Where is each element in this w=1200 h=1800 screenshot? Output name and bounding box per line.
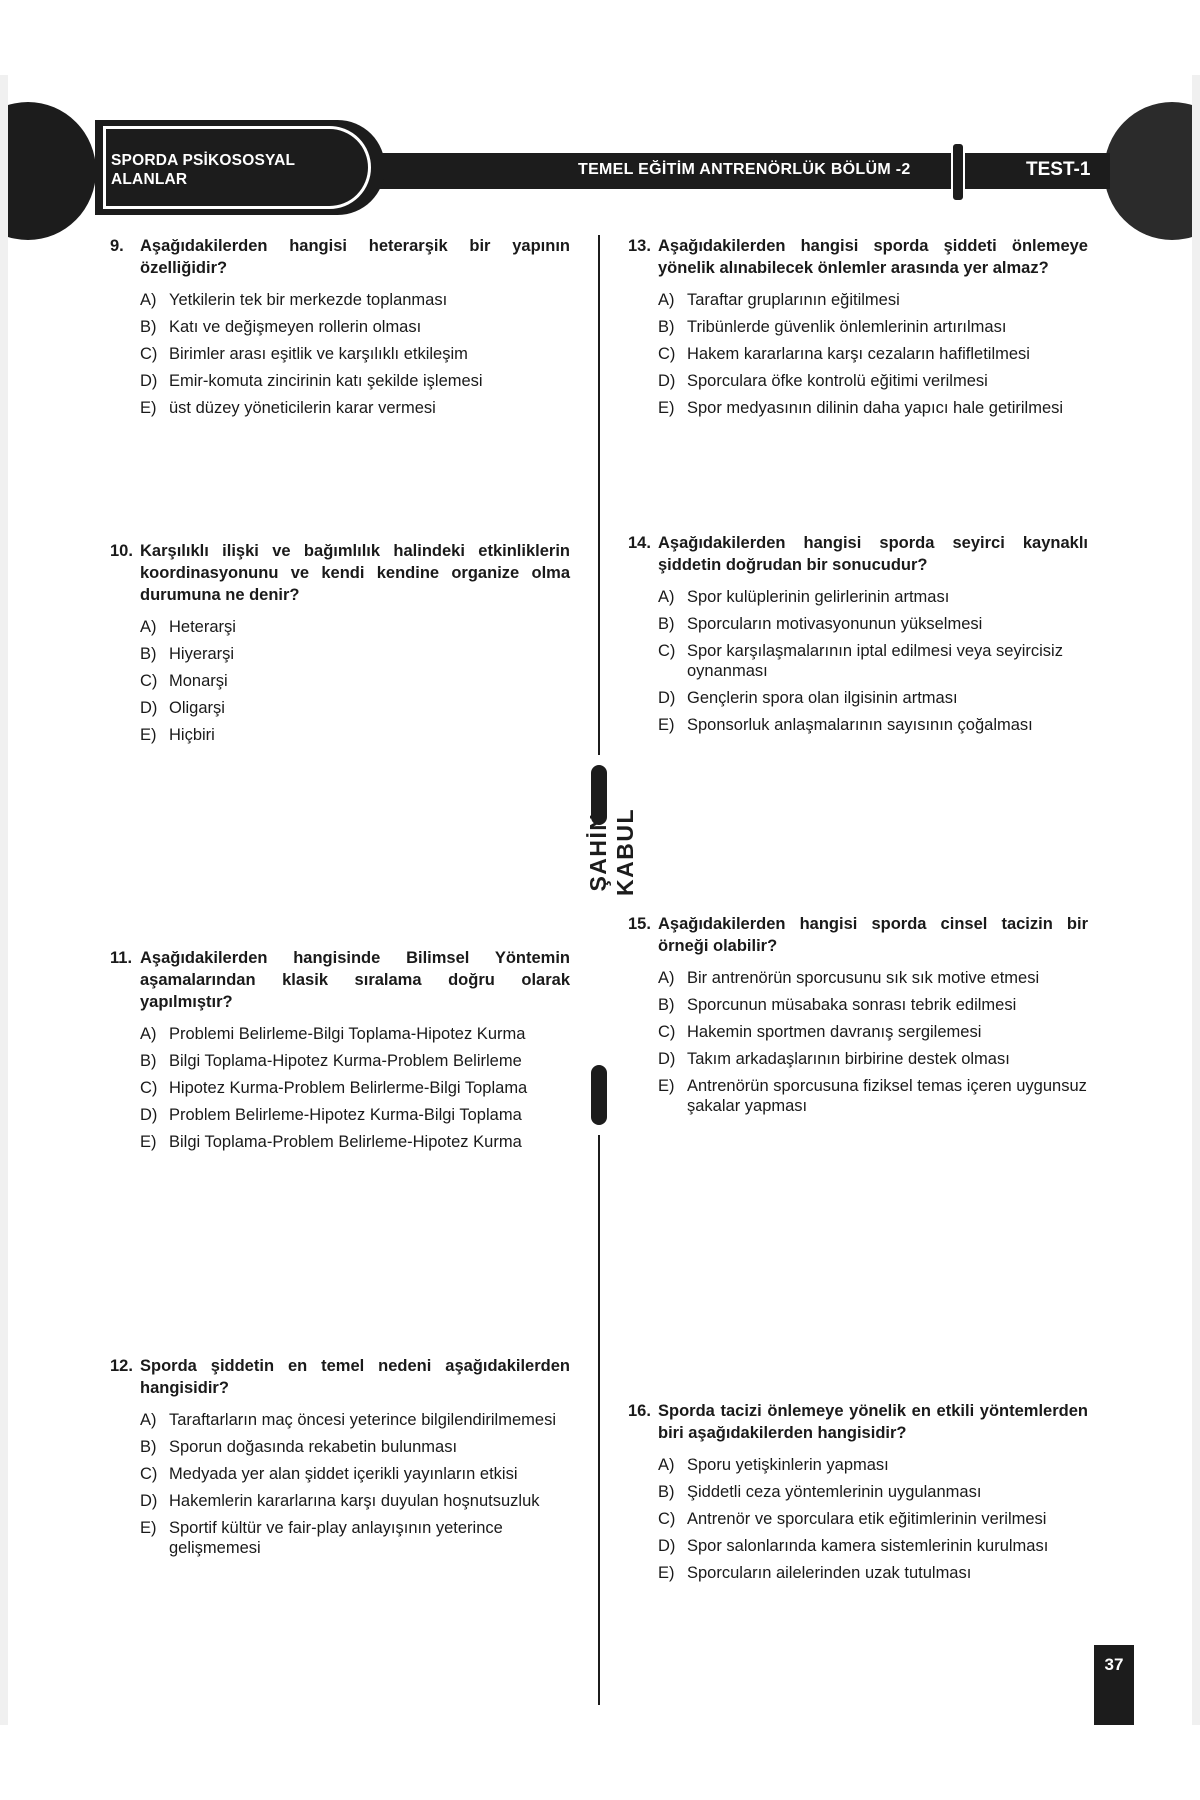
option-letter: E) <box>658 716 675 734</box>
option-d[interactable] <box>658 1049 1088 1069</box>
option-text: Hiçbiri <box>169 726 215 744</box>
question-14 <box>628 532 1088 742</box>
question-stem <box>628 532 1088 576</box>
question-11 <box>110 947 570 1159</box>
option-text: Medyada yer alan şiddet içerikli yayınların etkisi <box>169 1465 518 1483</box>
option-list <box>140 617 570 745</box>
option-text: Sporcuların ailelerinden uzak tutulması <box>687 1564 972 1582</box>
option-letter: B) <box>140 1438 157 1456</box>
question-stem <box>628 913 1088 957</box>
question-text: Aşağıdakilerden hangisi sporda şiddeti önlemeye yönelik alınabilecek önlemler arasında yer almaz? <box>658 237 1088 277</box>
option-letter: E) <box>140 726 157 744</box>
option-c[interactable] <box>140 671 570 691</box>
option-text: Problem Belirleme-Hipotez Kurma-Bilgi Toplama <box>169 1106 522 1124</box>
option-text: Hakemin sportmen davranış sergilemesi <box>687 1023 982 1041</box>
option-text: Antrenör ve sporculara etik eğitimlerinin verilmesi <box>687 1510 1047 1528</box>
option-letter: A) <box>140 1025 157 1043</box>
option-text: Sporun doğasında rekabetin bulunması <box>169 1438 458 1456</box>
option-text: Gençlerin spora olan ilgisinin artması <box>687 689 958 707</box>
option-a[interactable] <box>658 1455 1088 1475</box>
page-edge-right <box>1192 75 1200 1725</box>
option-b[interactable] <box>140 1437 570 1457</box>
option-text: Bir antrenörün sporcusunu sık sık motive etmesi <box>687 969 1040 987</box>
option-list <box>658 290 1088 418</box>
question-text: Aşağıdakilerden hangisi sporda cinsel tacizin bir örneği olabilir? <box>658 915 1088 955</box>
option-letter: D) <box>658 1537 676 1555</box>
option-text: Tribünlerde güvenlik önlemlerinin artırılması <box>687 318 1007 336</box>
question-stem <box>628 235 1088 279</box>
option-letter: D) <box>140 699 158 717</box>
option-letter: B) <box>658 1483 675 1501</box>
option-letter: C) <box>140 345 158 363</box>
column-divider-top <box>598 235 600 755</box>
question-number: 11. <box>110 949 133 967</box>
page-edge-left <box>0 75 8 1725</box>
option-letter: A) <box>140 291 157 309</box>
option-letter: A) <box>658 1456 675 1474</box>
question-number: 12. <box>110 1357 133 1375</box>
option-letter: B) <box>658 615 675 633</box>
option-d[interactable] <box>140 1105 570 1125</box>
option-c[interactable] <box>140 1464 570 1484</box>
question-text: Aşağıdakilerden hangisi heterarşik bir yapının özelliğidir? <box>140 237 570 277</box>
option-text: Katı ve değişmeyen rollerin olması <box>169 318 422 336</box>
option-letter: E) <box>658 399 675 417</box>
option-letter: C) <box>140 1465 158 1483</box>
option-list <box>140 1024 570 1152</box>
question-9 <box>110 235 570 425</box>
option-b[interactable] <box>658 317 1088 337</box>
option-text: Hakemlerin kararlarına karşı duyulan hoşnutsuzluk <box>169 1492 540 1510</box>
option-e[interactable] <box>658 715 1088 735</box>
section-title: SPORDA PSİKOSOSYAL ALANLAR <box>111 152 295 188</box>
option-a[interactable] <box>140 290 570 310</box>
option-d[interactable] <box>658 1536 1088 1556</box>
option-text: Hiyerarşi <box>169 645 235 663</box>
option-letter: E) <box>140 1133 157 1151</box>
option-text: Antrenörün sporcusuna fiziksel temas içeren uygunsuz şakalar yapması <box>687 1077 1087 1115</box>
option-letter: B) <box>140 645 157 663</box>
option-text: Spor karşılaşmalarının iptal edilmesi veya seyircisiz oynanması <box>687 642 1063 680</box>
header-left-circle <box>8 102 96 240</box>
option-e[interactable] <box>140 1132 570 1152</box>
header-right-circle <box>1104 102 1192 240</box>
option-c[interactable] <box>658 641 1088 681</box>
question-stem <box>110 1355 570 1399</box>
option-text: Yetkilerin tek bir merkezde toplanması <box>169 291 448 309</box>
option-letter: E) <box>658 1077 675 1095</box>
question-number: 10. <box>110 542 133 560</box>
option-d[interactable] <box>140 698 570 718</box>
option-a[interactable] <box>140 1410 570 1430</box>
author-name: ŞAHİN KABUL <box>585 808 638 896</box>
question-text: Karşılıklı ilişki ve bağımlılık halindeki etkinliklerin koordinasyonunu ve kendi kendine organize olma durumuna ne denir? <box>140 542 570 604</box>
option-text: Emir-komuta zincirinin katı şekilde işlemesi <box>169 372 483 390</box>
question-10 <box>110 540 570 752</box>
option-e[interactable] <box>658 1076 1088 1116</box>
option-letter: C) <box>140 672 158 690</box>
option-letter: A) <box>140 618 157 636</box>
option-list <box>658 587 1088 735</box>
option-text: Sponsorluk anlaşmalarının sayısının çoğalması <box>687 716 1033 734</box>
option-text: Bilgi Toplama-Problem Belirleme-Hipotez Kurma <box>169 1133 522 1151</box>
option-text: Monarşi <box>169 672 228 690</box>
option-letter: D) <box>658 689 676 707</box>
option-text: Spor kulüplerinin gelirlerinin artması <box>687 588 950 606</box>
option-text: Hipotez Kurma-Problem Belirlerme-Bilgi Toplama <box>169 1079 528 1097</box>
option-b[interactable] <box>140 644 570 664</box>
option-b[interactable] <box>658 614 1088 634</box>
option-letter: E) <box>140 1519 157 1537</box>
option-letter: B) <box>658 996 675 1014</box>
option-e[interactable] <box>140 398 570 418</box>
question-stem <box>110 947 570 1013</box>
question-text: Sporda şiddetin en temel nedeni aşağıdakilerden hangisidir? <box>140 1357 570 1397</box>
option-text: Taraftar gruplarının eğitilmesi <box>687 291 900 309</box>
option-c[interactable] <box>140 1078 570 1098</box>
option-text: Sporu yetişkinlerin yapması <box>687 1456 889 1474</box>
question-number: 13. <box>628 237 651 255</box>
option-letter: D) <box>658 372 676 390</box>
option-letter: A) <box>658 969 675 987</box>
option-letter: E) <box>658 1564 675 1582</box>
option-text: Bilgi Toplama-Hipotez Kurma-Problem Belirleme <box>169 1052 522 1070</box>
option-a[interactable] <box>140 617 570 637</box>
question-text: Aşağıdakilerden hangisinde Bilimsel Yöntemin aşamalarından klasik sıralama doğru olarak yapılmıştır? <box>140 949 570 1011</box>
option-e[interactable] <box>658 1563 1088 1583</box>
option-list <box>140 1410 570 1558</box>
question-15 <box>628 913 1088 1123</box>
option-list <box>140 290 570 418</box>
option-text: Problemi Belirleme-Bilgi Toplama-Hipotez Kurma <box>169 1025 526 1043</box>
exam-page <box>8 75 1192 1725</box>
option-b[interactable] <box>658 995 1088 1015</box>
option-letter: D) <box>140 1106 158 1124</box>
option-c[interactable] <box>658 1509 1088 1529</box>
option-letter: A) <box>658 291 675 309</box>
option-a[interactable] <box>658 290 1088 310</box>
option-letter: C) <box>658 1023 676 1041</box>
option-letter: C) <box>140 1079 158 1097</box>
course-title: TEMEL EĞİTİM ANTRENÖRLÜK BÖLÜM -2 <box>578 161 911 178</box>
option-letter: B) <box>140 1052 157 1070</box>
question-text: Aşağıdakilerden hangisi sporda seyirci kaynaklı şiddetin doğrudan bir sonucudur? <box>658 534 1088 574</box>
option-letter: D) <box>658 1050 676 1068</box>
option-text: Sportif kültür ve fair-play anlayışının yeterince gelişmemesi <box>169 1519 503 1557</box>
option-letter: A) <box>140 1411 157 1429</box>
option-letter: D) <box>140 372 158 390</box>
option-letter: C) <box>658 1510 676 1528</box>
option-d[interactable] <box>658 688 1088 708</box>
option-b[interactable] <box>658 1482 1088 1502</box>
column-divider-bottom <box>598 1135 600 1705</box>
test-label: TEST-1 <box>1026 159 1091 180</box>
option-d[interactable] <box>658 371 1088 391</box>
option-e[interactable] <box>140 1518 570 1558</box>
option-letter: D) <box>140 1492 158 1510</box>
option-a[interactable] <box>658 587 1088 607</box>
question-13 <box>628 235 1088 425</box>
option-text: üst düzey yöneticilerin karar vermesi <box>169 399 436 417</box>
question-text: Sporda tacizi önlemeye yönelik en etkili yöntemlerden biri aşağıdakilerden hangisidir? <box>658 1402 1088 1442</box>
option-list <box>658 1455 1088 1583</box>
option-letter: E) <box>140 399 157 417</box>
question-16 <box>628 1400 1088 1590</box>
option-letter: B) <box>140 318 157 336</box>
option-c[interactable] <box>658 344 1088 364</box>
option-text: Heterarşi <box>169 618 236 636</box>
option-list <box>658 968 1088 1116</box>
option-text: Takım arkadaşlarının birbirine destek olması <box>687 1050 1010 1068</box>
option-letter: C) <box>658 345 676 363</box>
option-a[interactable] <box>140 1024 570 1044</box>
question-number: 14. <box>628 534 651 552</box>
header-divider <box>951 142 965 202</box>
option-text: Birimler arası eşitlik ve karşılıklı etkileşim <box>169 345 468 363</box>
option-text: Sporcuların motivasyonunun yükselmesi <box>687 615 983 633</box>
option-text: Spor medyasının dilinin daha yapıcı hale getirilmesi <box>687 399 1064 417</box>
option-text: Sporcunun müsabaka sonrası tebrik edilmesi <box>687 996 1017 1014</box>
option-letter: A) <box>658 588 675 606</box>
option-c[interactable] <box>140 344 570 364</box>
option-letter: B) <box>658 318 675 336</box>
option-b[interactable] <box>140 1051 570 1071</box>
question-stem <box>110 235 570 279</box>
option-d[interactable] <box>140 1491 570 1511</box>
option-a[interactable] <box>658 968 1088 988</box>
question-stem <box>110 540 570 606</box>
option-text: Oligarşi <box>169 699 225 717</box>
option-letter: C) <box>658 642 676 660</box>
option-text: Sporculara öfke kontrolü eğitimi verilmesi <box>687 372 988 390</box>
option-e[interactable] <box>140 725 570 745</box>
option-text: Hakem kararlarına karşı cezaların hafifletilmesi <box>687 345 1030 363</box>
column-divider-pill-bottom <box>591 1065 607 1125</box>
option-c[interactable] <box>658 1022 1088 1042</box>
option-text: Taraftarların maç öncesi yeterince bilgilendirilmemesi <box>169 1411 556 1429</box>
question-stem <box>628 1400 1088 1444</box>
option-text: Şiddetli ceza yöntemlerinin uygulanması <box>687 1483 982 1501</box>
option-d[interactable] <box>140 371 570 391</box>
question-number: 15. <box>628 915 651 933</box>
option-e[interactable] <box>658 398 1088 418</box>
page-number: 37 <box>1094 1645 1134 1725</box>
option-text: Spor salonlarında kamera sistemlerinin kurulması <box>687 1537 1049 1555</box>
option-b[interactable] <box>140 317 570 337</box>
question-number: 9. <box>110 237 124 255</box>
question-number: 16. <box>628 1402 651 1420</box>
question-12 <box>110 1355 570 1565</box>
